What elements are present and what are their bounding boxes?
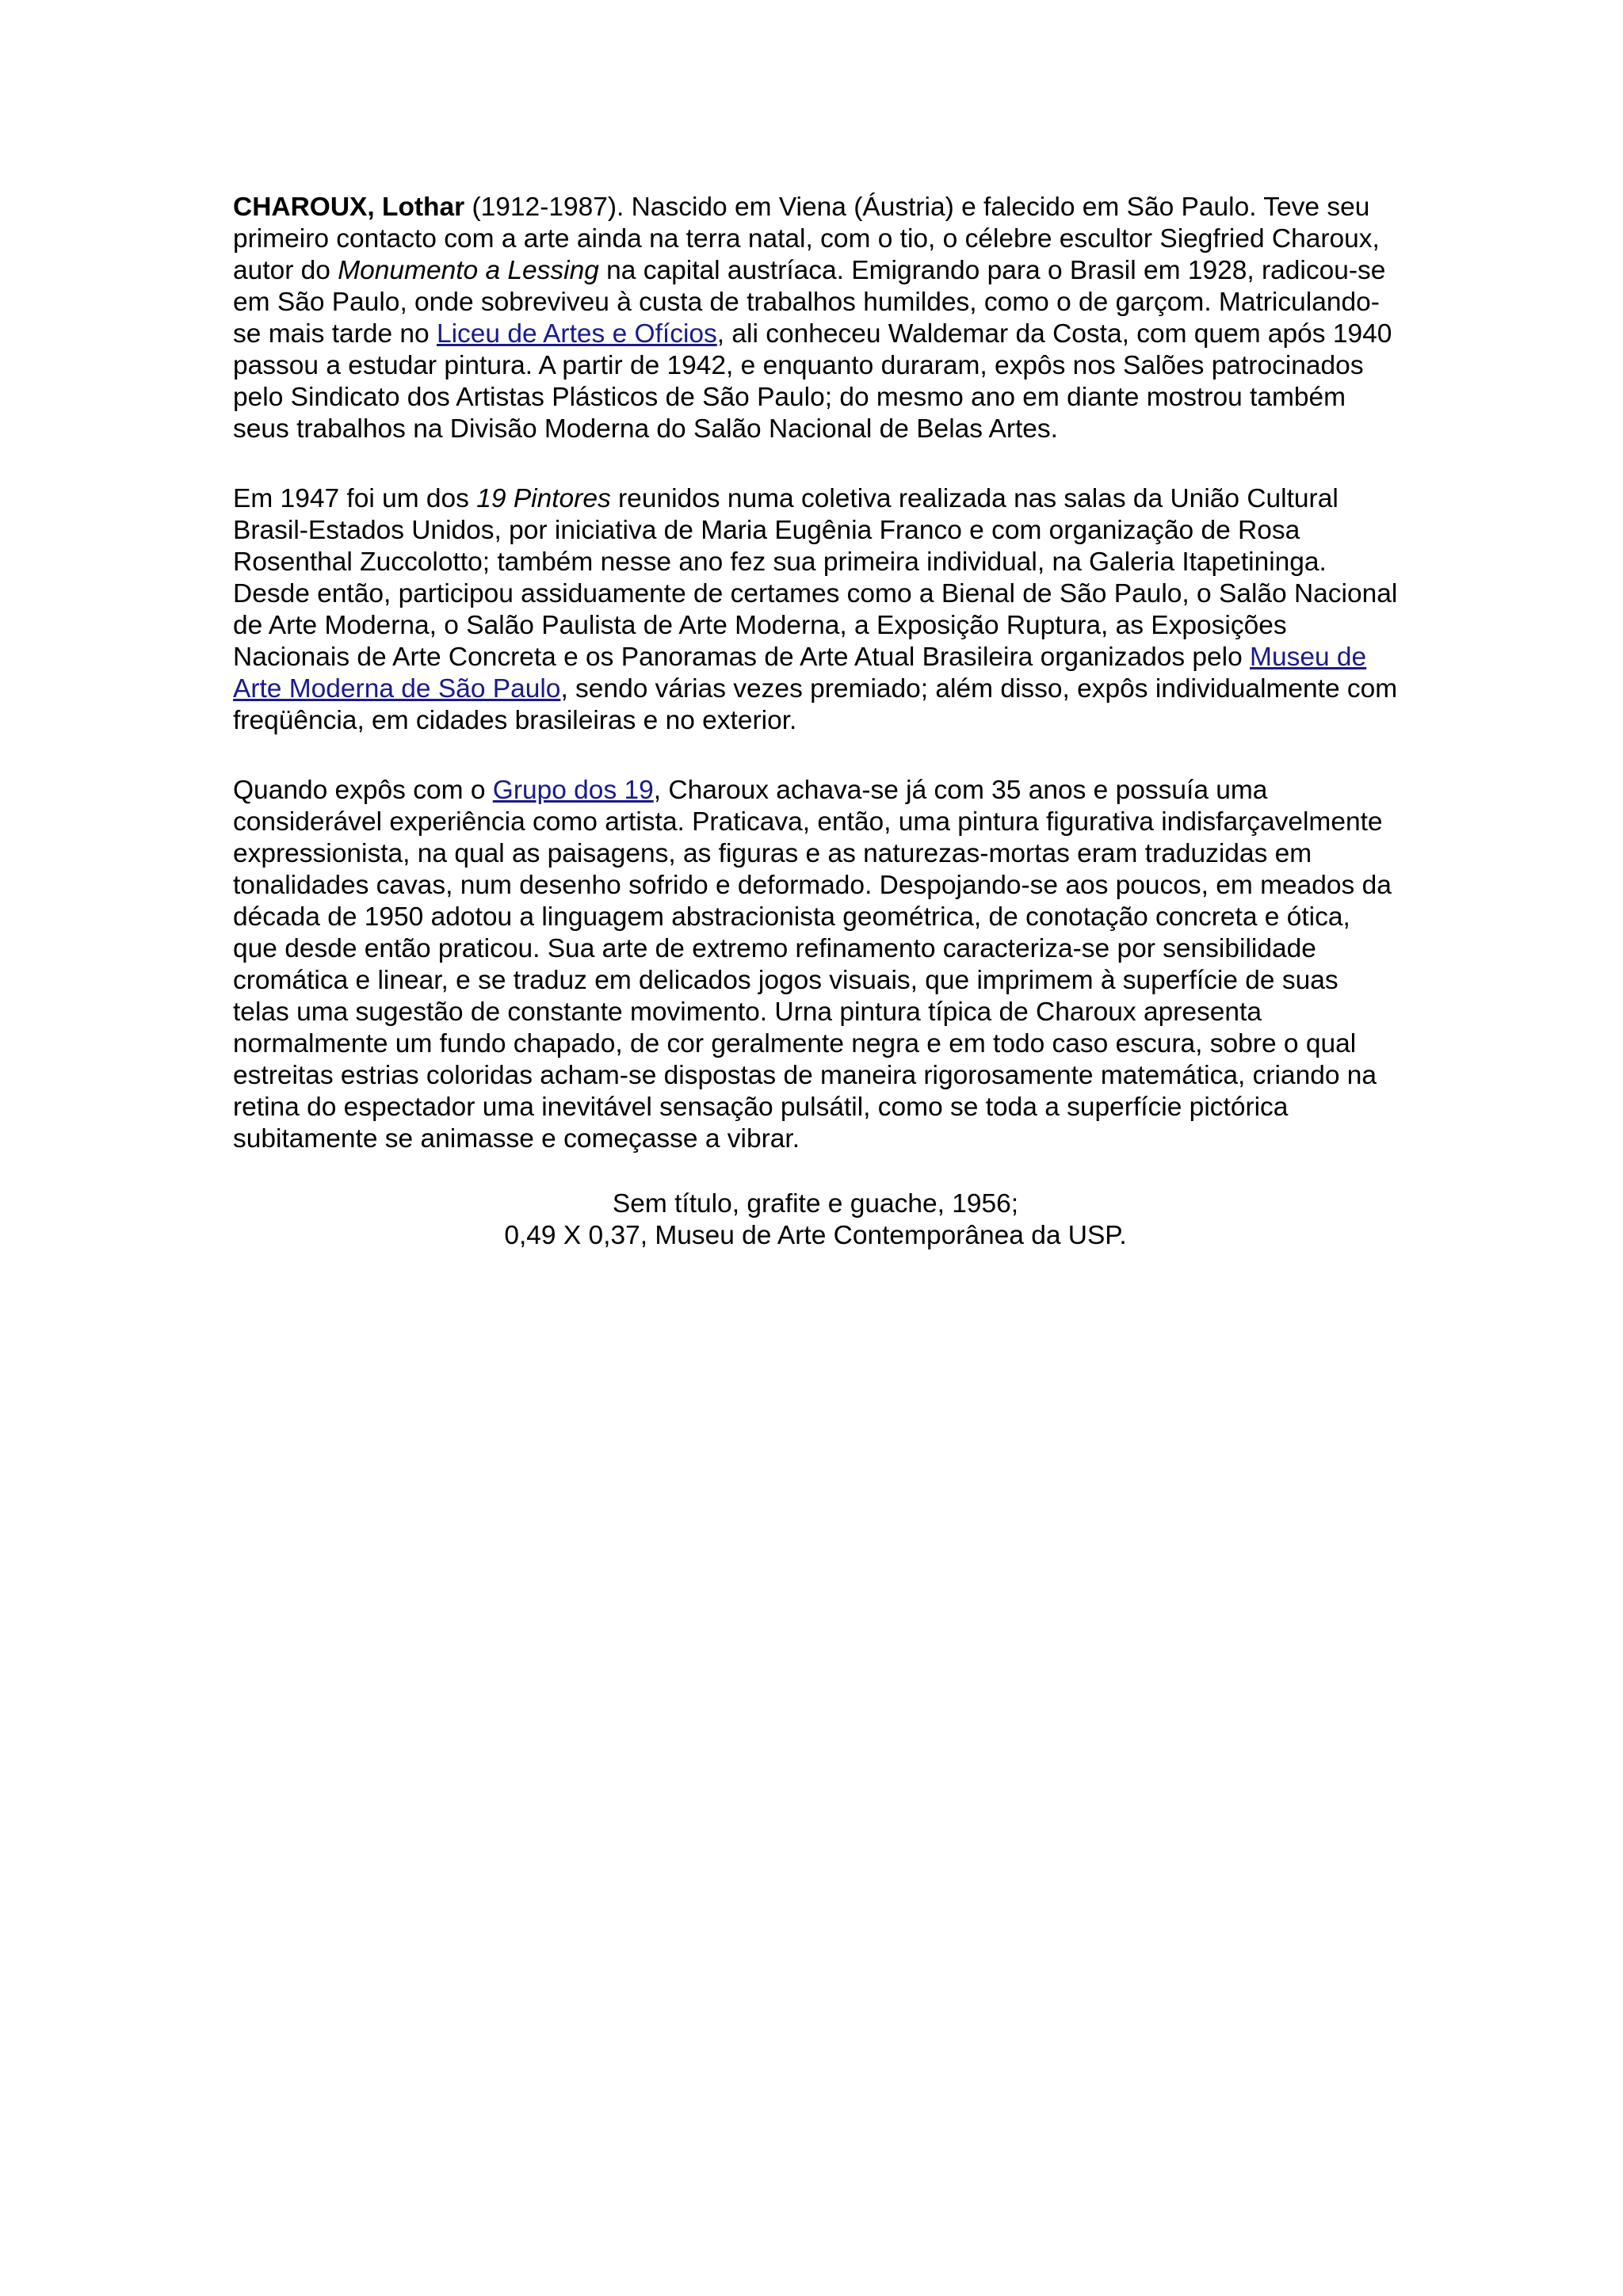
artist-name: CHAROUX, Lothar xyxy=(233,193,465,222)
group-title: 19 Pintores xyxy=(476,484,611,513)
link-museu-de-arte-moderna[interactable]: Museu de Arte Moderna de São Paulo xyxy=(233,643,1367,704)
paragraph-text: , ali conheceu Waldemar da Costa, com quem após 1940 passou a estudar pintura. A partir de 1942, e enquanto duraram, expôs nos Salões patrocinados pelo Sindicato dos Artistas Plásticos de São Paulo; do mesmo ano em diante mostrou também seus trabalhos na Divisão Moderna do Salão Nacional de Belas Artes. xyxy=(233,319,1392,444)
paragraph-text: na capital austríaca. Emigrando para o Brasil em 1928, radicou-se em São Paulo, onde sobreviveu à custa de trabalhos humildes, como o de garçom. Matriculando-se mais tarde no xyxy=(233,256,1386,349)
paragraph-text: Quando expôs com o xyxy=(233,776,493,805)
link-grupo-dos-19[interactable]: Grupo dos 19 xyxy=(492,776,654,805)
paragraph-text: Em 1947 foi um dos xyxy=(233,484,477,513)
paragraph-text: reunidos numa coletiva realizada nas salas da União Cultural Brasil-Estados Unidos, por iniciativa de Maria Eugênia Franco e com organização de Rosa Rosenthal Zuccolotto; também nesse ano fez sua primeira individual, na Galeria Itapetininga. Desde então, participou assiduamente de certames como a Bienal de São Paulo, o Salão Nacional de Arte Moderna, o Salão Paulista de Arte Moderna, a Exposição Ruptura, as Exposições Nacionais de Arte Concreta e os Panoramas de Arte Atual Brasileira organizados pelo xyxy=(233,484,1398,672)
paragraph-biography-intro xyxy=(233,192,1398,445)
artwork-caption xyxy=(233,1188,1398,1252)
caption-line-2: 0,49 X 0,37, Museu de Arte Contemporânea da USP. xyxy=(504,1221,1127,1250)
link-liceu-de-artes[interactable]: Liceu de Artes e Ofícios xyxy=(436,319,717,349)
paragraph-style xyxy=(233,775,1398,1155)
caption-line-1: Sem título, grafite e guache, 1956; xyxy=(612,1189,1019,1219)
paragraph-text: (1912-1987). Nascido em Viena (Áustria) e falecido em São Paulo. Teve seu primeiro contacto com a arte ainda na terra natal, com o tio, o célebre escultor Siegfried Charoux, autor do xyxy=(233,193,1380,285)
paragraph-text: , sendo várias vezes premiado; além disso, expôs individualmente com freqüência, em cidades brasileiras e no exterior. xyxy=(233,674,1398,735)
document-body xyxy=(233,192,1398,1252)
paragraph-text: , Charoux achava-se já com 35 anos e possuía uma considerável experiência como artista. Praticava, então, uma pintura figurativa indisfarçavelmente expressionista, na qual as paisagens, as figuras e as naturezas-mortas eram traduzidas em tonalidades cavas, num desenho sofrido e deformado. Despojando-se aos poucos, em meados da década de 1950 adotou a linguagem abstracionista geométrica, de conotação concreta e ótica, que desde então praticou. Sua arte de extremo refinamento caracteriza-se por sensibilidade cromática e linear, e se traduz em delicados jogos visuais, que imprimem à superfície de suas telas uma sugestão de constante movimento. Urna pintura típica de Charoux apresenta normalmente um fundo chapado, de cor geralmente negra e em todo caso escura, sobre o qual estreitas estrias coloridas acham-se dispostas de maneira rigorosamente matemática, criando na retina do espectador uma inevitável sensação pulsátil, como se toda a superfície pictórica subitamente se animasse e começasse a vibrar. xyxy=(233,776,1392,1154)
paragraph-exhibitions xyxy=(233,483,1398,737)
work-title: Monumento a Lessing xyxy=(338,256,599,285)
